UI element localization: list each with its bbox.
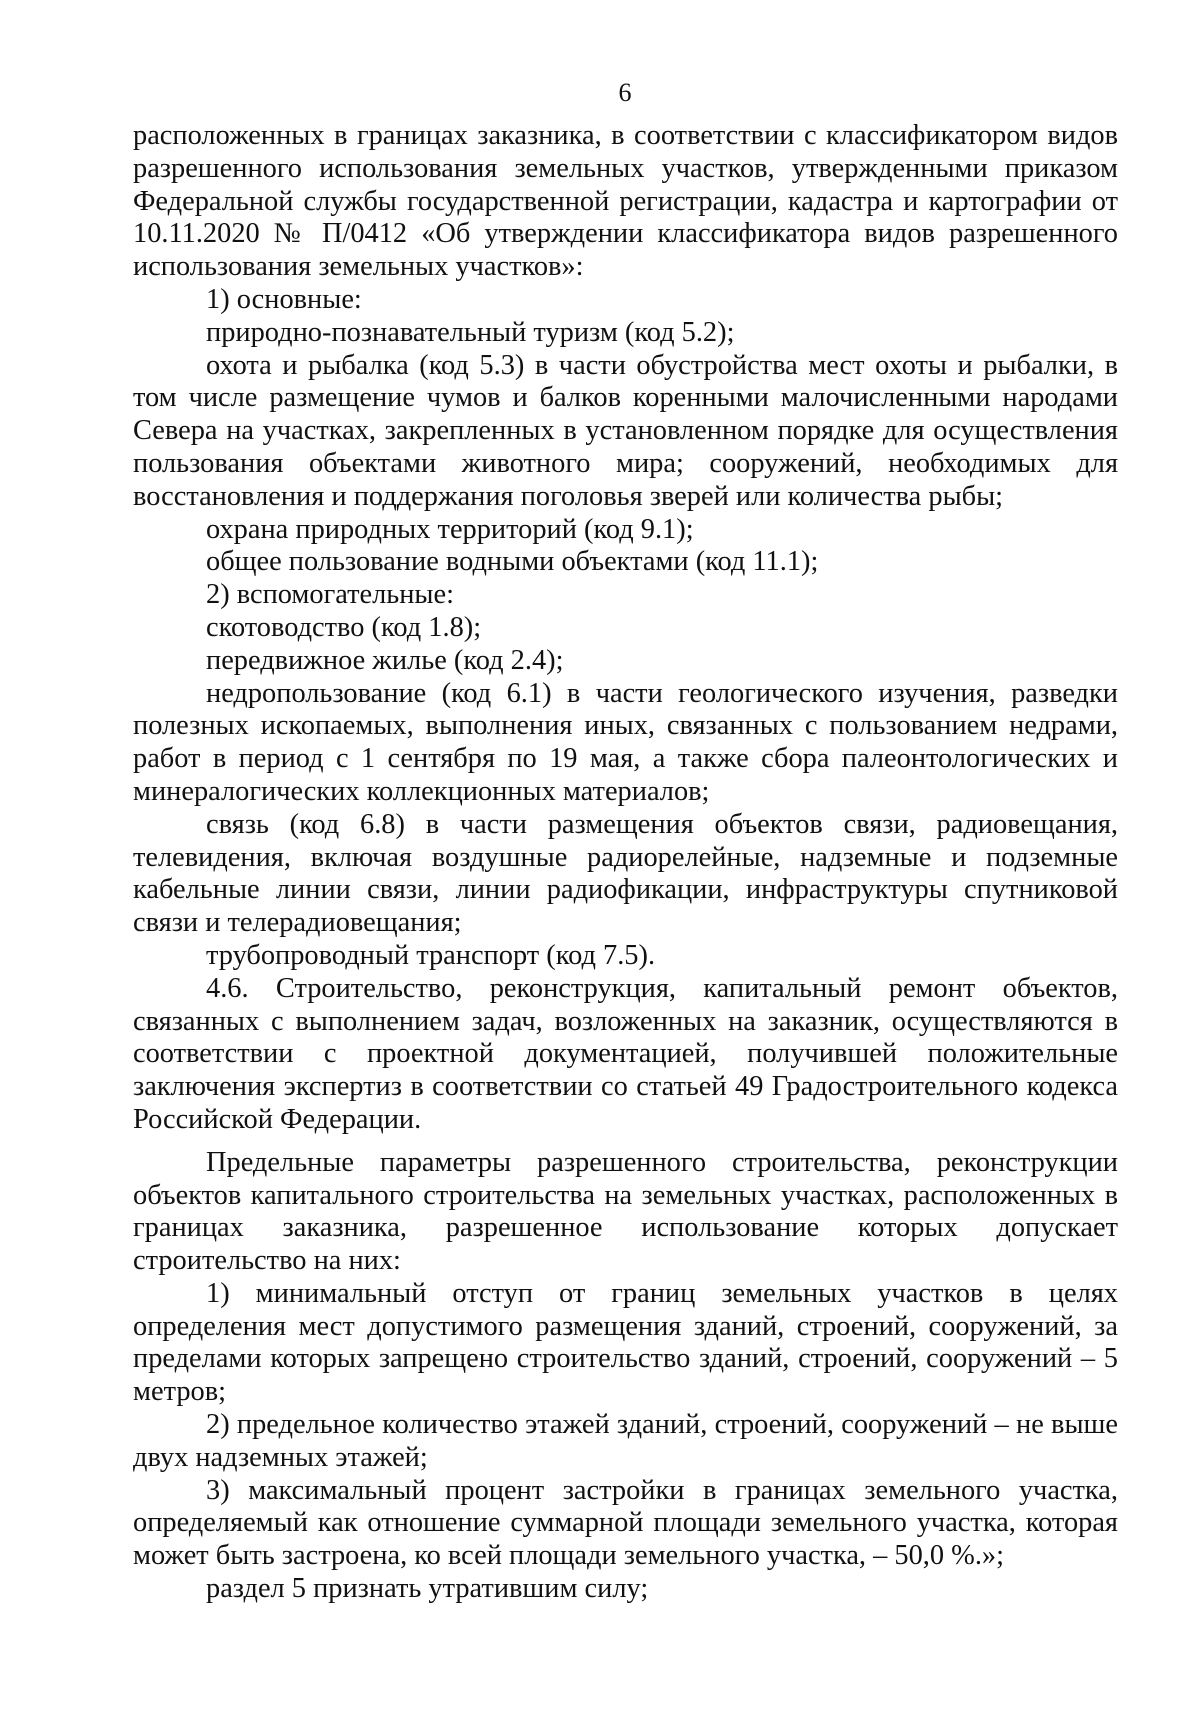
paragraph-section-5-repeal: раздел 5 признать утратившим силу; [206,1573,649,1605]
list-item-subsoil-use: недропользование (код 6.1) в части геологического изучения, разведки полезных ископаемых, выполнения иных, связанных с пользованием недрами, работ в период с 1 сентября по 19 мая, а также сбора палеонтологических и минералогических коллекционных материалов; [133,677,1118,807]
list-item-communications: связь (код 6.8) в части размещения объектов связи, радиовещания, телевидения, включая воздушные радиорелейные, надземные и подземные кабельные линии связи, линии радиофикации, инфраструктуры спутниковой связи и телерадиовещания; [133,808,1118,939]
list-item-nature-protection: охрана природных территорий (код 9.1); [206,513,694,545]
list-item-water-use: общее пользование водными объектами (код 11.1); [206,546,819,578]
paragraph-classifier-intro: расположенных в границах заказника, в соответствии с классификатором видов разрешенного использования земельных участков, утвержденными приказом Федеральной службы государственной регистрации, кадастра и картографии от 10.11.2020 № П/0412 «Об утверждении классификатора видов разрешенного использования земельных участков»: [133,120,1118,283]
list-item-cattle-breeding: скотоводство (код 1.8); [206,611,482,643]
list-item-tourism: природно-познавательный туризм (код 5.2); [206,316,735,348]
paragraph-4-6-construction: 4.6. Строительство, реконструкция, капитальный ремонт объектов, связанных с выполнением задач, возложенных на заказник, осуществляются в соответствии с проектной документацией, получившей положительные заключения экспертиз в соответствии со статьей 49 Градостроительного кодекса Российской Федерации. [133,972,1118,1135]
list-heading-main: 1) основные: [206,283,362,315]
limit-item-setback: 1) минимальный отступ от границ земельных участков в целях определения мест допустимого размещения зданий, строений, сооружений, за пределами которых запрещено строительство зданий, строений, сооружений – 5 метров; [133,1277,1118,1408]
list-item-pipeline-transport: трубопроводный транспорт (код 7.5). [206,939,656,971]
document-body [133,120,1118,1606]
page-number: 6 [618,78,632,107]
list-item-mobile-housing: передвижное жилье (код 2.4); [206,644,564,676]
limit-item-coverage: 3) максимальный процент застройки в границах земельного участка, определяемый как отношение суммарной площади земельного участка, которая может быть застроена, ко всей площади земельного участка, – 50,0 %.»; [133,1474,1118,1572]
paragraph-construction-limits: Предельные параметры разрешенного строительства, реконструкции объектов капитального строительства на земельных участках, расположенных в границах заказника, разрешенное использование которых допускает строительство на них: [133,1146,1118,1277]
limit-item-floors: 2) предельное количество этажей зданий, строений, сооружений – не выше двух надземных этажей; [133,1409,1118,1473]
list-item-hunting-fishing: охота и рыбалка (код 5.3) в части обустройства мест охоты и рыбалки, в том числе размещение чумов и балков коренными малочисленными народами Севера на участках, закрепленных в установленном порядке для осуществления пользования объектами животного мира; сооружений, необходимых для восстановления и поддержания поголовья зверей или количества рыбы; [133,349,1118,512]
list-heading-auxiliary: 2) вспомогательные: [206,579,454,611]
